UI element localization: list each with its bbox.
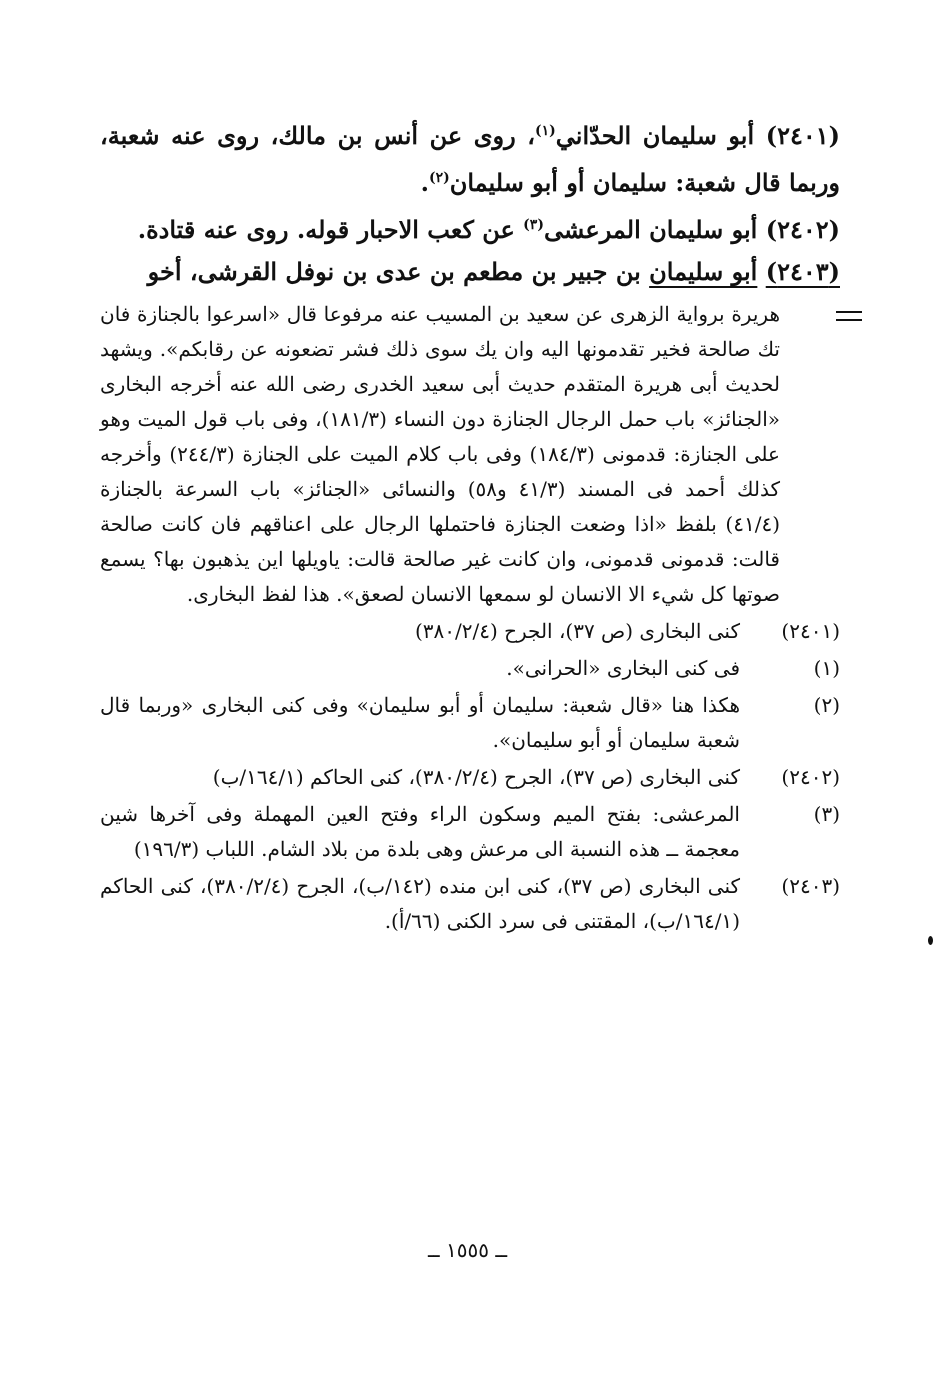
- footnote-2401: [100, 614, 840, 649]
- page-number: ــ ١٥٥٥ ــ: [427, 1238, 508, 1262]
- continuation-mark: [836, 311, 862, 321]
- footnote-text: المرعشى: بفتح الميم وسكون الراء وفتح العين المهملة وفى آخرها شين معجمة ــ هذه النسبة الى مرعش وهى بلدة من بلاد الشام. اللباب (١٩٦/٣): [100, 802, 740, 861]
- entry-number: (٢٤٠٢): [765, 215, 840, 244]
- footnote-continuation: هريرة برواية الزهرى عن سعيد بن المسيب عنه مرفوعا قال «اسرعوا بالجنازة فان تك صالحة فخير تقدمونها اليه وان يك سوى ذلك فشر تضعونه عن رقابكم». ويشهد لحديث أبى هريرة المتقدم حديث أبى سعيد الخدرى رضى الله عنه أخرجه البخارى «الجنائز» باب حمل الرجال الجنازة دون النساء (١٨١/٣)، وفى باب قول الميت وهو على الجنازة: قدمونى (١٨٤/٣) وفى باب كلام الميت على الجنازة (٢٤٤/٣) وأخرجه كذلك أحمد فى المسند (٤١/٣ و٥٨) والنسائى «الجنائز» باب السرعة بالجنازة (٤١/٤) بلفظ «اذا وضعت الجنازة فاحتملها الرجال على اعناقهم فان كانت صالحة قالت: قدمونى قدمونى، وان كانت غير صالحة قالت: ياويلها اين يذهبون بها؟ يسمع صوتها كل شيء الا الانسان لو سمعها الانسان لصعق». هذا لفظ البخارى.: [100, 302, 780, 606]
- footnote-text: هكذا هنا «قال شعبة: سليمان أو أبو سليمان» وفى كنى البخارى «وربما قال شعبة سليمان أو أبو سليمان».: [100, 693, 740, 752]
- entry-text: أبو سليمان الحدّاني: [555, 121, 755, 150]
- entry-2403: [100, 251, 840, 293]
- footnote-text: كنى البخارى (ص ٣٧)، الجرح (٣٨٠/٢/٤)، كنى الحاكم (١٦٤/١/ب): [212, 765, 740, 789]
- footnote-number: (٢٤٠٣): [781, 874, 840, 898]
- page-body: [100, 110, 840, 939]
- footnote-ref: (١): [535, 123, 556, 139]
- entry-2402: [100, 204, 840, 251]
- entry-text: بن جبير بن مطعم بن عدى بن نوفل القرشى، أخو: [147, 257, 650, 286]
- entry-number: (٢٤٠٣): [765, 257, 840, 286]
- footnote-number: (٣): [813, 802, 840, 826]
- entry-name: أبو سليمان: [649, 257, 758, 286]
- footnote-3: [100, 797, 840, 867]
- footnote-text: كنى البخارى (ص ٣٧)، كنى ابن منده (١٤٢/ب)، الجرح (٣٨٠/٢/٤)، كنى الحاكم (١٦٤/١/ب)، المقتنى فى سرد الكنى (٦٦/أ).: [100, 874, 740, 933]
- footnote-text: فى كنى البخارى «الحرانى».: [506, 656, 740, 680]
- entry-text: ، روى عن أنس بن مالك، روى عنه شعبة، وربما قال شعبة: سليمان أو أبو سليمان: [100, 121, 840, 197]
- entry-2401: [100, 110, 840, 204]
- entry-text: عن كعب الاحبار قوله. روى عنه قتادة.: [137, 215, 524, 244]
- footnote-number: (٢٤٠٢): [781, 765, 840, 789]
- footnote-1: [100, 651, 840, 686]
- entry-number: (٢٤٠١): [765, 121, 841, 150]
- footnote-ref: (٢): [428, 170, 450, 186]
- entry-text: أبو سليمان المرعشى: [543, 215, 758, 244]
- margin-dot: [928, 936, 933, 945]
- footnote-text: كنى البخارى (ص ٣٧)، الجرح (٣٨٠/٢/٤): [414, 619, 740, 643]
- footnotes-section: [100, 297, 840, 939]
- entry-text: .: [420, 168, 429, 197]
- footnote-2: [100, 688, 840, 758]
- footnote-ref: (٣): [523, 217, 544, 233]
- footnote-2402: [100, 760, 840, 795]
- footnote-2403: [100, 869, 840, 939]
- footnote-number: (١): [813, 656, 840, 680]
- footnote-number: (٢): [813, 693, 840, 717]
- footnote-number: (٢٤٠١): [781, 619, 840, 643]
